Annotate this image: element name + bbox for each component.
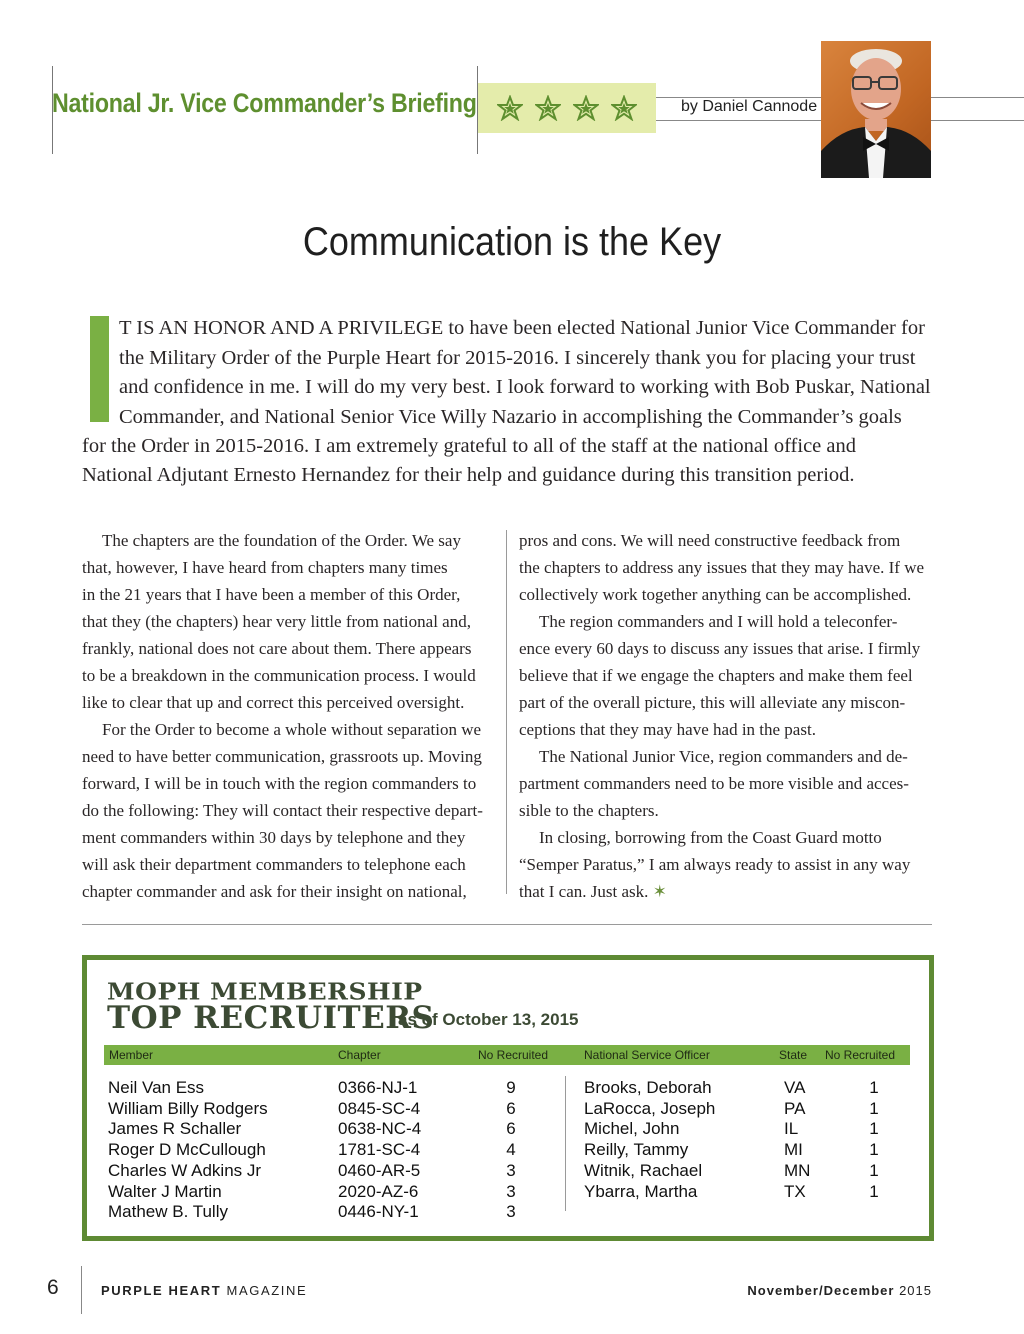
body-line: forward, I will be in touch with the region commanders to (82, 774, 477, 793)
body-line: like to clear that up and correct this perceived oversight. (82, 693, 465, 712)
member-chapter: 0460-AR-5 (338, 1160, 421, 1180)
body-line: The region commanders and I will hold a teleconfer- (539, 612, 898, 631)
member-name: Charles W Adkins Jr (108, 1160, 262, 1180)
officer-state: IL (784, 1119, 799, 1139)
body-line: For the Order to become a whole without separation we (102, 720, 482, 739)
byline: by Daniel Cannode (681, 98, 818, 115)
officer-name: LaRocca, Joseph (584, 1098, 716, 1118)
body-line: ceptions that they may have had in the past. (519, 720, 816, 739)
header-chapter: Chapter (338, 1048, 381, 1062)
body-line: collectively work together anything can be accomplished. (519, 585, 912, 604)
officer-state: MN (784, 1160, 811, 1180)
officer-name: Ybarra, Martha (584, 1181, 698, 1201)
end-mark-icon: ✶ (652, 882, 667, 901)
body-line: chapter commander and ask for their insight on national, (82, 882, 467, 901)
issue-date (747, 1283, 932, 1298)
member-chapter: 0366-NJ-1 (338, 1078, 418, 1097)
member-count: 3 (506, 1160, 516, 1180)
member-name: Neil Van Ess (108, 1078, 205, 1097)
body-line: frankly, national does not care about them. There appears (82, 639, 472, 658)
body-line: do the following: They will contact their respective depart- (82, 801, 483, 820)
magazine-name (101, 1283, 307, 1298)
magazine-name-bold: PURPLE HEART (101, 1283, 222, 1298)
magazine-name-rest: MAGAZINE (221, 1283, 308, 1298)
body-line (519, 878, 667, 905)
officer-count: 1 (869, 1181, 879, 1201)
intro-line: the Military Order of the Purple Heart for 2015-2016. I sincerely thank you for placing your trust (119, 347, 916, 369)
officer-state: MI (784, 1140, 803, 1160)
header-no-recruited-nso: No Recruited (825, 1048, 896, 1062)
table-divider (565, 1076, 566, 1211)
officer-count: 1 (869, 1140, 879, 1160)
officer-name: Reilly, Tammy (584, 1140, 689, 1160)
body-line: In closing, borrowing from the Coast Guard motto (539, 828, 882, 847)
recruiters-title-line1: MOPH MEMBERSHIP (107, 977, 423, 1005)
body-line: that, however, I have heard from chapters many times (82, 558, 448, 577)
member-count: 3 (506, 1181, 516, 1201)
recruiters-title-line2: TOP RECRUITERS (107, 1000, 435, 1036)
officer-count: 1 (869, 1078, 879, 1097)
header-right-rule-top (931, 97, 1024, 98)
body-line: pros and cons. We will need constructive feedback from (519, 531, 901, 550)
officer-state: VA (784, 1078, 806, 1097)
member-count: 3 (506, 1202, 516, 1222)
section-separator (82, 924, 932, 925)
body-line: to be a breakdown in the communication process. I would (82, 666, 476, 685)
article-headline: Communication is the Key (302, 220, 722, 264)
member-chapter: 0845-SC-4 (338, 1098, 421, 1118)
star-icon (611, 95, 637, 121)
body-line: need to have better communication, grassroots up. Moving (82, 747, 482, 766)
member-count: 6 (506, 1098, 516, 1118)
section-title: National Jr. Vice Commander’s Briefing (52, 88, 477, 118)
officer-state: PA (784, 1098, 806, 1118)
member-chapter: 0446-NY-1 (338, 1202, 419, 1222)
officer-state: TX (784, 1181, 806, 1201)
footer-divider (81, 1266, 82, 1314)
column-divider (506, 530, 507, 894)
table-header-bar (104, 1045, 910, 1065)
stars-band (478, 83, 656, 133)
member-chapter: 0638-NC-4 (338, 1119, 422, 1139)
body-line: in the 21 years that I have been a member of this Order, (82, 585, 461, 604)
body-line: “Semper Paratus,” I am always ready to assist in any way (519, 855, 911, 874)
header-member: Member (109, 1048, 154, 1062)
author-portrait (821, 41, 931, 178)
body-line: The National Junior Vice, region commanders and de- (539, 747, 908, 766)
recruiters-as-of-date: as of October 13, 2015 (398, 1010, 579, 1029)
member-name: William Billy Rodgers (108, 1098, 268, 1118)
member-chapter: 1781-SC-4 (338, 1140, 421, 1160)
body-line: partment commanders need to be more visible and acces- (519, 774, 909, 793)
body-line: believe that if we engage the chapters and make them feel (519, 666, 913, 685)
member-count: 9 (506, 1078, 516, 1097)
issue-months: November/December (747, 1283, 895, 1298)
issue-year: 2015 (894, 1283, 932, 1298)
drop-cap-i (90, 316, 109, 422)
header-nso: National Service Officer (584, 1048, 710, 1062)
officer-name: Witnik, Rachael (584, 1160, 703, 1180)
member-count: 6 (506, 1119, 516, 1139)
body-line: part of the overall picture, this will alleviate any miscon- (519, 693, 906, 712)
header-state: State (779, 1048, 808, 1062)
star-icon (573, 95, 599, 121)
body-line: the chapters to address any issues that they may have. If we (519, 558, 925, 577)
intro-line: for the Order in 2015-2016. I am extremely grateful to all of the staff at the national office and (82, 435, 856, 457)
member-count: 4 (506, 1140, 516, 1160)
member-name: Mathew B. Tully (108, 1202, 228, 1222)
intro-line: Commander, and National Senior Vice Willy Nazario in accomplishing the Commander’s goals (119, 406, 902, 428)
page-number: 6 (47, 1276, 59, 1299)
officer-count: 1 (869, 1119, 879, 1139)
header-right-rule-bottom (931, 120, 1024, 121)
intro-line: and confidence in me. I will do my very best. I look forward to working with Bob Puskar, National (119, 376, 931, 398)
officer-name: Michel, John (584, 1119, 680, 1139)
header-no-recruited: No Recruited (478, 1048, 549, 1062)
member-chapter: 2020-AZ-6 (338, 1181, 419, 1201)
body-line: sible to the chapters. (519, 801, 659, 820)
intro-line: T IS AN HONOR AND A PRIVILEGE to have been elected National Junior Vice Commander for (119, 317, 925, 339)
body-line-text: that I can. Just ask. (519, 882, 649, 901)
intro-line: National Adjutant Ernesto Hernandez for their help and guidance during this transition period. (82, 464, 855, 486)
top-recruiters-box (82, 955, 934, 1241)
officer-name: Brooks, Deborah (584, 1078, 712, 1097)
body-line: that they (the chapters) hear very little from national and, (82, 612, 471, 631)
member-name: James R Schaller (108, 1119, 242, 1139)
header-bottom-rule (656, 120, 821, 121)
star-icon (535, 95, 561, 121)
officer-count: 1 (869, 1160, 879, 1180)
body-line: will ask their department commanders to telephone each (82, 855, 466, 874)
body-line: ence every 60 days to discuss any issues that arise. I firmly (519, 639, 921, 658)
member-name: Roger D McCullough (108, 1140, 266, 1160)
member-name: Walter J Martin (108, 1181, 222, 1201)
officer-count: 1 (869, 1098, 879, 1118)
body-line: The chapters are the foundation of the Order. We say (102, 531, 461, 550)
body-line: ment commanders within 30 days by telephone and they (82, 828, 466, 847)
star-icon (497, 95, 523, 121)
